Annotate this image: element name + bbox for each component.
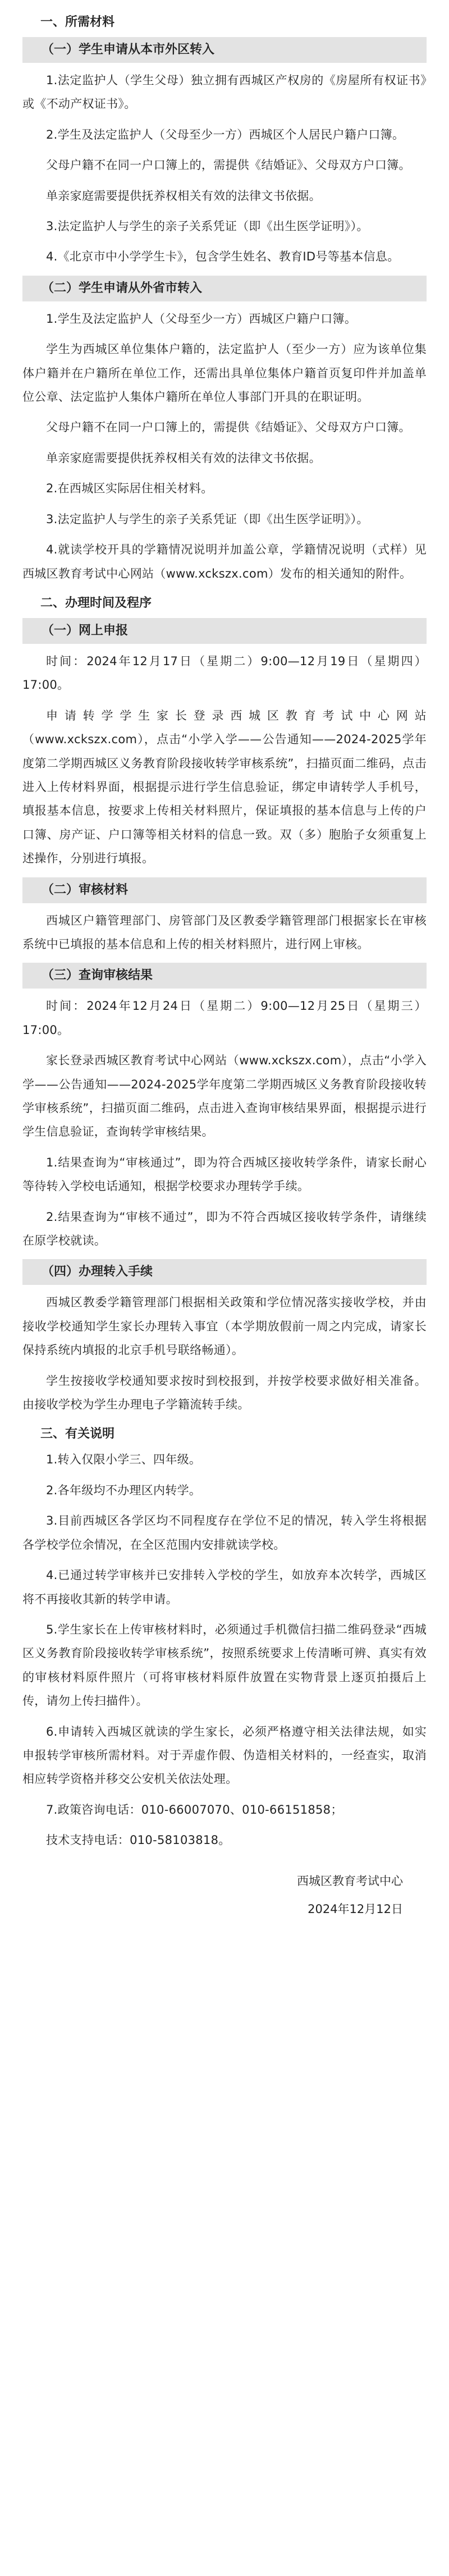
section-heading-materials: 一、所需材料 bbox=[40, 15, 115, 29]
paragraph: 3.法定监护人与学生的亲子关系凭证（即《出生医学证明》）。 bbox=[46, 512, 369, 526]
paragraph: 西城区教委学籍管理部门根据相关政策和学位情况落实接收学校，并由接收学校通知学生家长办理转入事宜（本学期放假前一周之内完成，请家长保持系统内填报的北京手机号联络畅通）。 bbox=[22, 1296, 427, 1357]
subsection-heading-result-query: （三）查询审核结果 bbox=[22, 963, 427, 989]
paragraph: 申请转学学生家长登录西城区教育考试中心网站（www.xckszx.com），点击“小学入学——公告通知——2024-2025学年度第二学期西城区义务教育阶段接收转学审核系统”，扫描页面二维码，点击进入上传材料界面，根据提示进行学生信息验证，绑定申请转学人手机号，填报基本信息，按要求上传相关材料照片，保证填报的基本信息与上传的户口簿、房产证、户口簿等相关材料的信息一致。双（多）胞胎子女须重复上述操作，分别进行填报。 bbox=[22, 708, 427, 866]
paragraph: 父母户籍不在同一户口簿上的，需提供《结婚证》、父母双方户口簿。 bbox=[46, 420, 411, 434]
paragraph: 2.在西城区实际居住相关材料。 bbox=[46, 482, 213, 496]
paragraph: 单亲家庭需要提供抚养权相关有效的法律文书依据。 bbox=[46, 451, 321, 465]
paragraph: 1.结果查询为“审核通过”，即为符合西城区接收转学条件，请家长耐心等待转入学校电话通知，根据学校要求办理转学手续。 bbox=[22, 1155, 427, 1193]
phone-tech-support: 技术支持电话：010-58103818。 bbox=[46, 1833, 231, 1847]
paragraph: 4.《北京市中小学学生卡》，包含学生姓名、教育ID号等基本信息。 bbox=[46, 250, 400, 264]
paragraph: 2.结果查询为“审核不通过”，即为不符合西城区接收转学条件，请继续在原学校就读。 bbox=[22, 1210, 427, 1248]
paragraph: 3.目前西城区各学区均不同程度存在学位不足的情况，转入学生将根据各学校学位余情况，在全区范围内安排就读学校。 bbox=[22, 1514, 427, 1552]
section-heading-procedure: 二、办理时间及程序 bbox=[40, 596, 152, 610]
subsection-heading-review: （二）审核材料 bbox=[22, 877, 427, 903]
paragraph: 时间：2024年12月17日（星期二）9:00—12月19日（星期四）17:00。 bbox=[22, 654, 427, 692]
paragraph: 2.学生及法定监护人（父母至少一方）西城区个人居民户籍户口簿。 bbox=[46, 127, 405, 141]
paragraph: 单亲家庭需要提供抚养权相关有效的法律文书依据。 bbox=[46, 189, 321, 203]
paragraph: 西城区户籍管理部门、房管部门及区教委学籍管理部门根据家长在审核系统中已填报的基本信息和上传的相关材料照片，进行网上审核。 bbox=[22, 913, 427, 951]
phone-consult: 7.政策咨询电话：010-66007070、010-66151858； bbox=[46, 1802, 343, 1817]
paragraph: 3.法定监护人与学生的亲子关系凭证（即《出生医学证明》）。 bbox=[46, 219, 369, 234]
subsection-heading-other-district: （一）学生申请从本市外区转入 bbox=[22, 37, 427, 63]
paragraph: 4.已通过转学审核并已安排转入学校的学生，如放弃本次转学，西城区将不再接收其新的转学申请。 bbox=[22, 1568, 427, 1606]
paragraph: 父母户籍不在同一户口簿上的，需提供《结婚证》、父母双方户口簿。 bbox=[46, 158, 411, 172]
signature-date: 2024年12月12日 bbox=[308, 1902, 403, 1916]
paragraph: 2.各年级均不办理区内转学。 bbox=[46, 1483, 201, 1497]
paragraph: 时间：2024年12月24日（星期二）9:00—12月25日（星期三）17:00。 bbox=[22, 999, 427, 1037]
paragraph: 6.申请转入西城区就读的学生家长，必须严格遵守相关法律法规，如实申报转学审核所需材料。对于弄虚作假、伪造相关材料的，一经查实，取消相应转学资格并移交公安机关依法处理。 bbox=[22, 1724, 427, 1786]
subsection-heading-transfer-procedure: （四）办理转入手续 bbox=[22, 1259, 427, 1285]
paragraph: 5.学生家长在上传审核材料时，必须通过手机微信扫描二维码登录“西城区义务教育阶段接收转学审核系统”，按照系统要求上传清晰可辨、真实有效的审核材料原件照片（可将审核材料原件放置在实物背景上逐页拍摄后上传，请勿上传扫描件）。 bbox=[22, 1622, 427, 1708]
paragraph: 4.就读学校开具的学籍情况说明并加盖公章，学籍情况说明（式样）见西城区教育考试中心网站（www.xckszx.com）发布的相关通知的附件。 bbox=[22, 543, 427, 580]
paragraph: 1.学生及法定监护人（父母至少一方）西城区户籍户口簿。 bbox=[46, 312, 357, 326]
paragraph: 家长登录西城区教育考试中心网站（www.xckszx.com），点击“小学入学——公告通知——2024-2025学年度第二学期西城区义务教育阶段接收转学审核系统”，扫描页面二维码，点击进入查询审核结果界面，根据提示进行学生信息验证，查询转学审核结果。 bbox=[22, 1054, 427, 1139]
subsection-heading-other-province: （二）学生申请从外省市转入 bbox=[22, 276, 427, 301]
subsection-heading-online-apply: （一）网上申报 bbox=[22, 618, 427, 644]
paragraph: 学生为西城区单位集体户籍的，法定监护人（至少一方）应为该单位集体户籍并在户籍所在单位工作，还需出具单位集体户籍首页复印件并加盖单位公章、法定监护人集体户籍所在单位人事部门开具的在职证明。 bbox=[22, 342, 427, 404]
signature-org: 西城区教育考试中心 bbox=[297, 1874, 403, 1888]
signature-block bbox=[22, 1867, 427, 1923]
paragraph: 1.转入仅限小学三、四年级。 bbox=[46, 1453, 201, 1467]
paragraph: 1.法定监护人（学生父母）独立拥有西城区产权房的《房屋所有权证书》或《不动产权证书》。 bbox=[22, 74, 427, 111]
paragraph: 学生按接收学校通知要求按时到校报到，并按学校要求做好相关准备。由接收学校为学生办理电子学籍流转手续。 bbox=[22, 1374, 427, 1412]
section-heading-notes: 三、有关说明 bbox=[40, 1427, 115, 1442]
